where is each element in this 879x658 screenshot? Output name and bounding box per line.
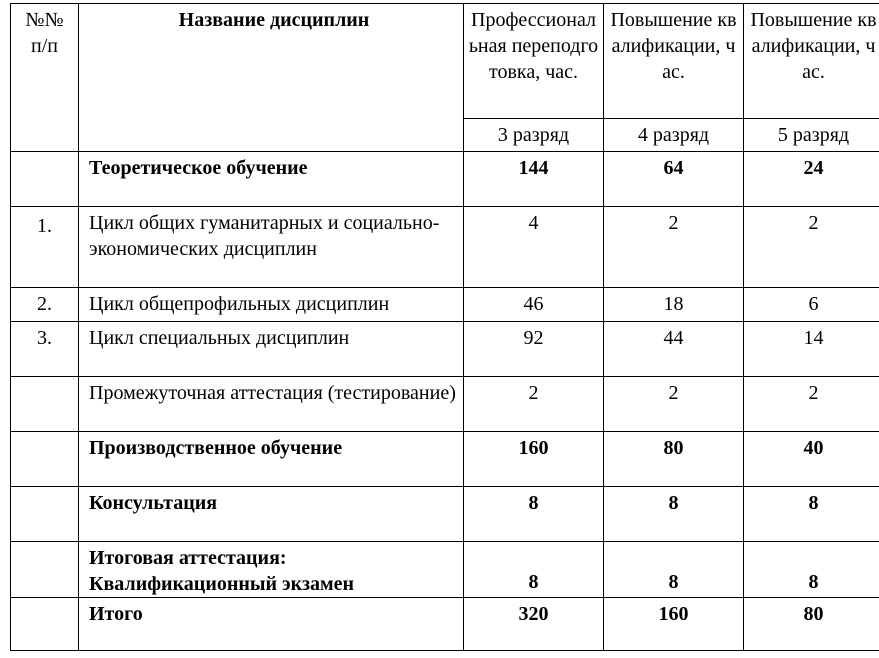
row-value-2: 80	[604, 432, 744, 487]
row-name: Цикл специальных дисциплин	[79, 322, 464, 377]
row-name: Производственное обучение	[79, 432, 464, 487]
row-num: 3.	[11, 322, 79, 377]
table-row	[11, 288, 879, 322]
table-row	[11, 487, 879, 542]
row-value-1: 4	[464, 207, 604, 288]
col2-header-label: Повышение квалификации, час.	[610, 9, 737, 83]
row-value-1: 46	[464, 288, 604, 322]
row-value-3: 8	[744, 542, 879, 598]
name-header	[79, 4, 464, 152]
row-value-3: 14	[744, 322, 879, 377]
col1-rank: 3 разряд	[464, 119, 604, 152]
row-value-2: 2	[604, 377, 744, 432]
header-row	[11, 4, 879, 119]
row-value-1: 160	[464, 432, 604, 487]
table-row	[11, 322, 879, 377]
row-value-3: 40	[744, 432, 879, 487]
row-value-3: 8	[744, 487, 879, 542]
col2-header	[604, 4, 744, 119]
row-value-2: 64	[604, 152, 744, 207]
col3-header	[744, 4, 879, 119]
row-value-1: 8	[464, 542, 604, 598]
row-name: Итого	[79, 598, 464, 651]
row-name: Теоретическое обучение	[79, 152, 464, 207]
row-value-1: 92	[464, 322, 604, 377]
col1-header	[464, 4, 604, 119]
row-value-3: 24	[744, 152, 879, 207]
row-value-2: 2	[604, 207, 744, 288]
table-row	[11, 152, 879, 207]
row-num	[11, 152, 79, 207]
col1-header-label: Профессиональная переподготовка, час.	[468, 9, 599, 83]
row-value-3: 80	[744, 598, 879, 651]
row-name: Цикл общепрофильных дисциплин	[79, 288, 464, 322]
row-num	[11, 432, 79, 487]
row-name: Цикл общих гуманитарных и социально-экономических дисциплин	[79, 207, 464, 288]
num-header-label: №№ п/п	[25, 9, 64, 57]
curriculum-table	[10, 3, 879, 651]
row-num	[11, 377, 79, 432]
name-header-label: Название дисциплин	[178, 9, 370, 31]
row-value-2: 18	[604, 288, 744, 322]
row-value-2: 8	[604, 487, 744, 542]
table-row	[11, 432, 879, 487]
col2-rank: 4 разряд	[604, 119, 744, 152]
row-name: Итоговая аттестация: Квалификационный экзамен	[79, 542, 464, 598]
row-value-3: 2	[744, 207, 879, 288]
num-header	[11, 4, 79, 152]
col3-rank: 5 разряд	[744, 119, 879, 152]
row-value-2: 160	[604, 598, 744, 651]
row-value-2: 44	[604, 322, 744, 377]
row-num: 1.	[11, 207, 79, 288]
row-value-1: 320	[464, 598, 604, 651]
row-value-2: 8	[604, 542, 744, 598]
row-name: Консультация	[79, 487, 464, 542]
row-name: Промежуточная аттестация (тестирование)	[79, 377, 464, 432]
table-row	[11, 377, 879, 432]
row-value-1: 8	[464, 487, 604, 542]
row-num: 2.	[11, 288, 79, 322]
row-value-1: 144	[464, 152, 604, 207]
row-value-3: 6	[744, 288, 879, 322]
row-value-1: 2	[464, 377, 604, 432]
table-row	[11, 542, 879, 598]
row-num	[11, 542, 79, 598]
row-value-3: 2	[744, 377, 879, 432]
col3-header-label: Повышение квалификации, час.	[750, 9, 877, 83]
table-row	[11, 598, 879, 651]
row-num	[11, 487, 79, 542]
table-row	[11, 207, 879, 288]
row-num	[11, 598, 79, 651]
